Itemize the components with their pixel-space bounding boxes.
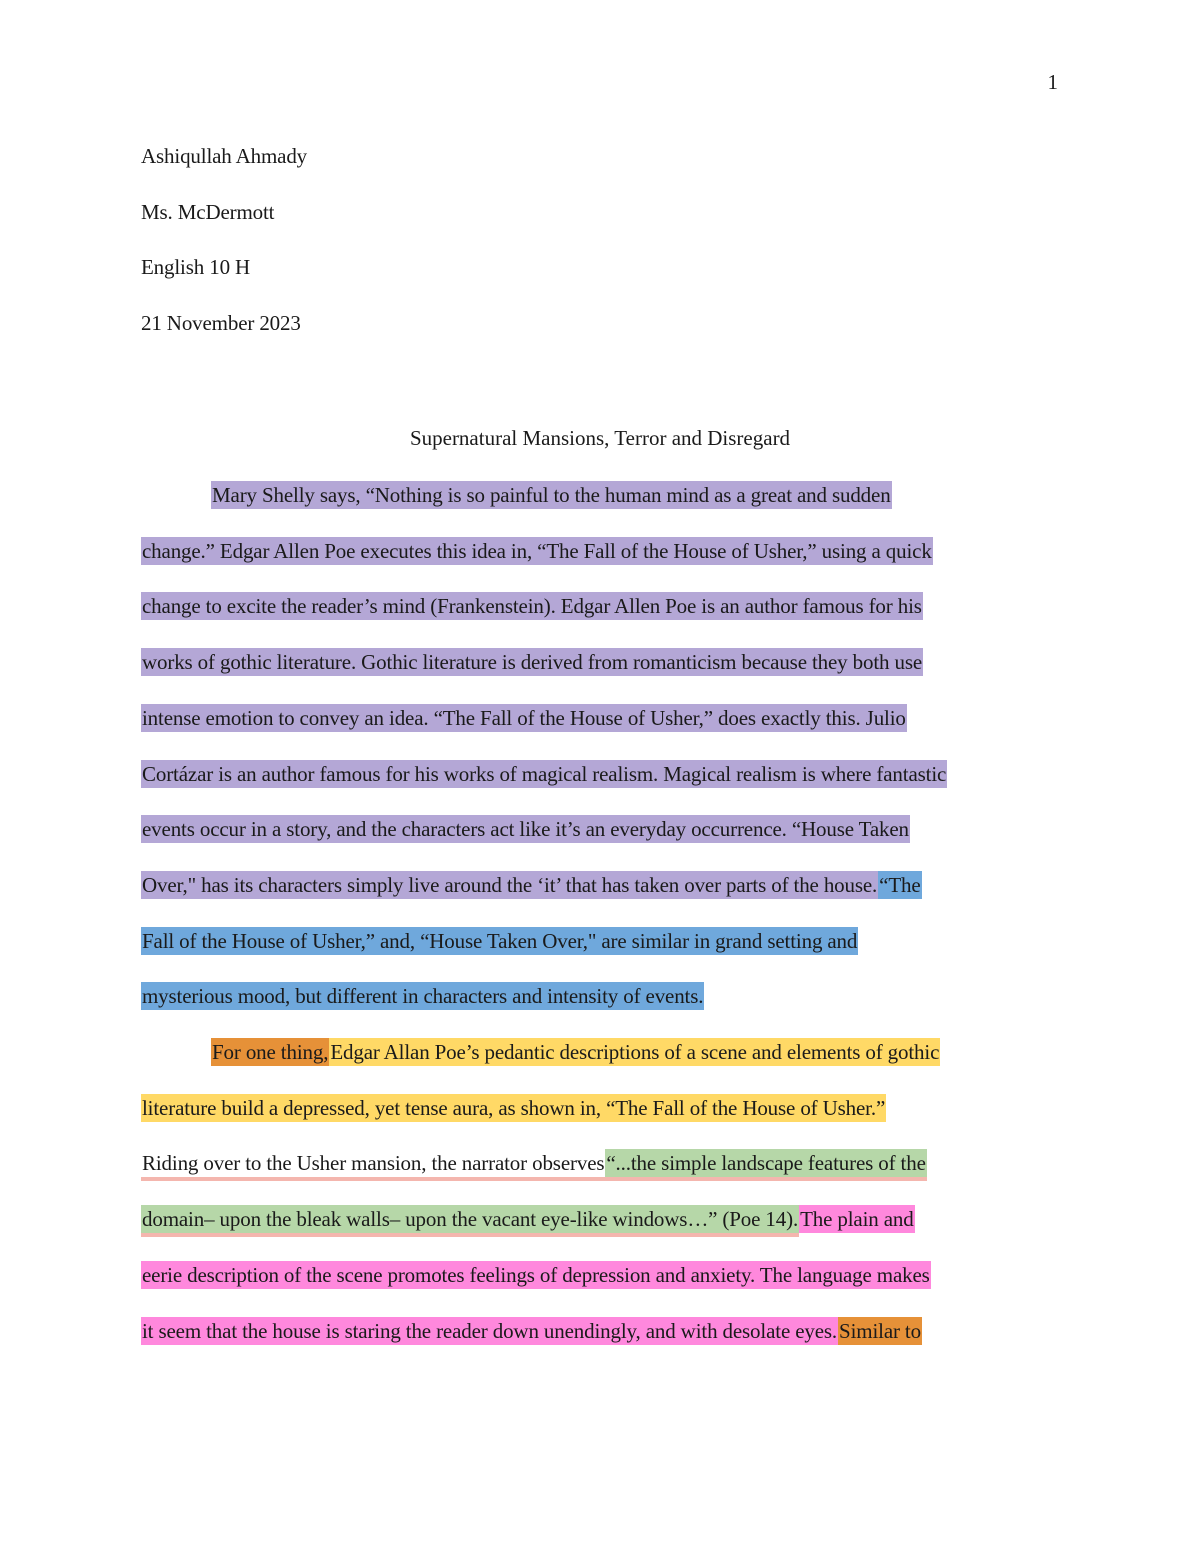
text-segment: mysterious mood, but different in characters and intensity of events. <box>142 984 704 1008</box>
body-line <box>211 1038 940 1066</box>
text-segment: “The <box>879 873 921 897</box>
body-line <box>141 648 923 676</box>
body-line <box>141 815 910 843</box>
text-segment: change.” Edgar Allen Poe executes this idea in, “The Fall of the House of Usher,” using a quick <box>142 539 932 563</box>
date-line: 21 November 2023 <box>141 311 301 335</box>
body-line <box>141 1317 922 1345</box>
text-segment: works of gothic literature. Gothic literature is derived from romanticism because they both use <box>142 650 923 674</box>
text-segment: Cortázar is an author famous for his works of magical realism. Magical realism is where fantastic <box>142 762 947 786</box>
body-line <box>141 592 923 620</box>
text-segment: Riding over to the Usher mansion, the narrator observes <box>141 1149 605 1181</box>
text-segment: domain– upon the bleak walls– upon the vacant eye-like windows…” (Poe 14). <box>141 1205 799 1237</box>
teacher-name: Ms. McDermott <box>141 200 275 224</box>
text-segment: intense emotion to convey an idea. “The Fall of the House of Usher,” does exactly this. Julio <box>142 706 906 730</box>
text-segment: change to excite the reader’s mind (Frankenstein). Edgar Allen Poe is an author famous for his <box>142 594 922 618</box>
essay-title: Supernatural Mansions, Terror and Disregard <box>409 426 791 450</box>
text-segment: For one thing, <box>212 1040 329 1064</box>
body-line <box>211 481 892 509</box>
body-line <box>141 704 907 732</box>
body-line <box>141 927 858 955</box>
text-segment: The plain and <box>800 1207 914 1231</box>
body-line <box>141 1205 915 1237</box>
body-line <box>141 760 947 788</box>
text-segment: Fall of the House of Usher,” and, “House Taken Over," are similar in grand setting and <box>142 929 858 953</box>
body-line <box>141 1149 927 1181</box>
text-segment: eerie description of the scene promotes feelings of depression and anxiety. The language makes <box>142 1263 930 1287</box>
body-line <box>141 1261 931 1289</box>
text-segment: it seem that the house is staring the reader down unendingly, and with desolate eyes. <box>142 1319 838 1343</box>
text-segment: Mary Shelly says, “Nothing is so painful to the human mind as a great and sudden <box>212 483 891 507</box>
page-number: 1 <box>1047 70 1058 94</box>
text-segment: Similar to <box>839 1319 921 1343</box>
text-segment: literature build a depressed, yet tense aura, as shown in, “The Fall of the House of Usher.” <box>142 1096 886 1120</box>
text-segment: “...the simple landscape features of the <box>605 1149 926 1181</box>
course-name: English 10 H <box>141 255 251 279</box>
text-segment: Edgar Allan Poe’s pedantic descriptions of a scene and elements of gothic <box>330 1040 940 1064</box>
body-line <box>141 1094 886 1122</box>
text-segment: Over," has its characters simply live around the ‘it’ that has taken over parts of the house. <box>142 873 878 897</box>
body-line <box>141 871 922 899</box>
student-name: Ashiqullah Ahmady <box>141 144 308 168</box>
text-segment: events occur in a story, and the characters act like it’s an everyday occurrence. “House Taken <box>142 817 909 841</box>
body-line <box>141 982 704 1010</box>
body-line <box>141 537 933 565</box>
